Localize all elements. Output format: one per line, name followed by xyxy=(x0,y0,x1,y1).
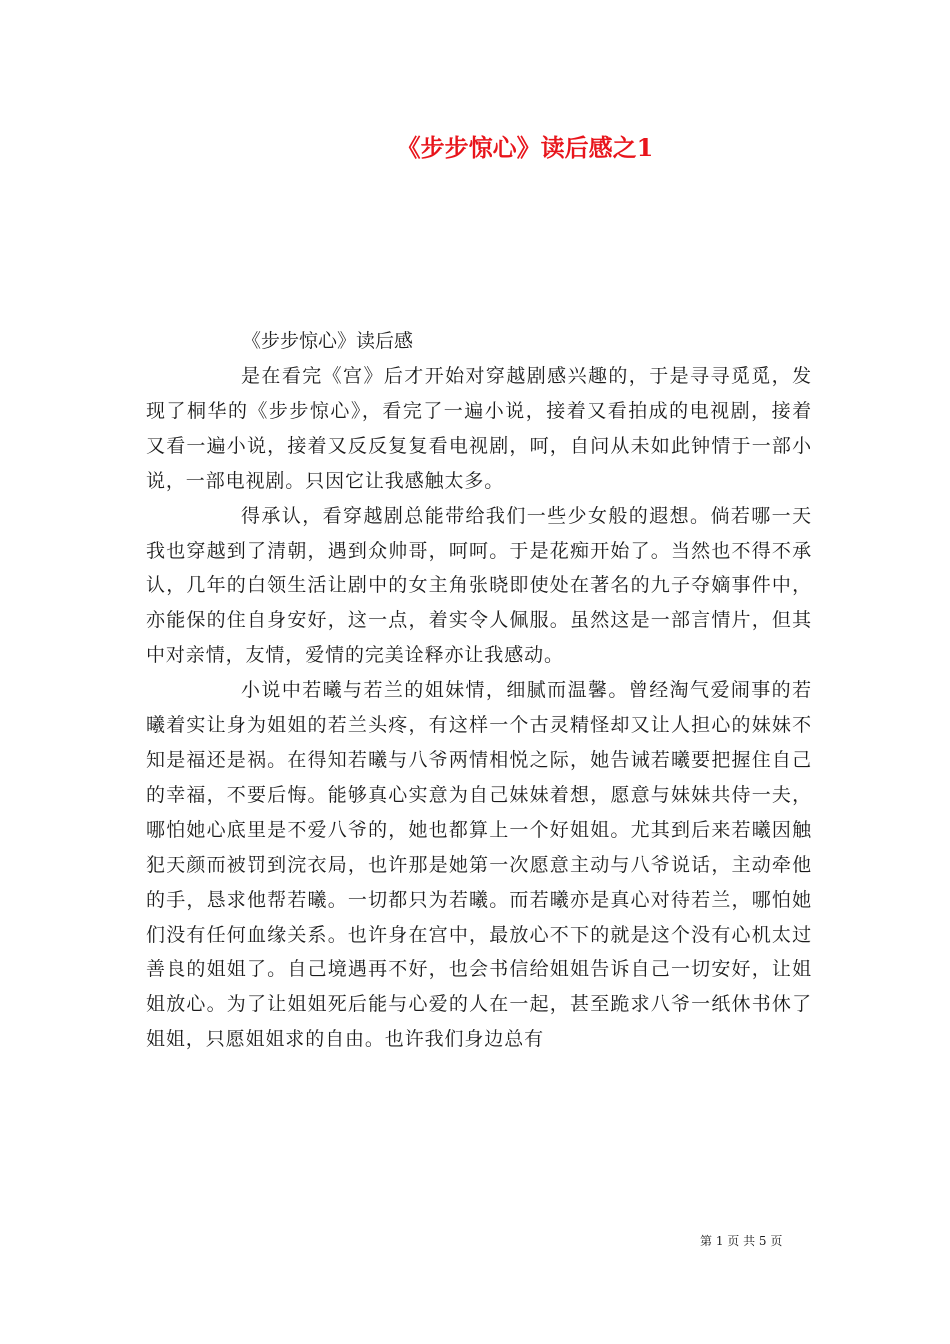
paragraph: 小说中若曦与若兰的姐妹情，细腻而温馨。曾经淘气爱闹事的若曦着实让身为姐姐的若兰头疼，有这样一个古灵精怪却又让人担心的妹妹不知是福还是祸。在得知若曦与八爷两情相悦之际，她告诫若曦要把握住自己的幸福，不要后悔。能够真心实意为自己妹妹着想，愿意与妹妹共侍一夫，哪怕她心底里是不爱八爷的，她也都算上一个好姐姐。尤其到后来若曦因触犯天颜而被罚到浣衣局，也许那是她第一次愿意主动与八爷说话，主动牵他的手，恳求他帮若曦。一切都只为若曦。而若曦亦是真心对待若兰，哪怕她们没有任何血缘关系。也许身在宫中，最放心不下的就是这个没有心机太过善良的姐姐了。自己境遇再不好，也会书信给姐姐告诉自己一切安好，让姐姐放心。为了让姐姐死后能与心爱的人在一起，甚至跪求八爷一纸休书休了姐姐，只愿姐姐求的自由。也许我们身边总有 xyxy=(146,679,812,1051)
document-subtitle: 《步步惊心》读后感 xyxy=(242,330,414,352)
document-body xyxy=(146,359,812,1057)
document-title: 《步步惊心》读后感之1 xyxy=(396,133,654,162)
paragraph: 得承认，看穿越剧总能带给我们一些少女般的遐想。倘若哪一天我也穿越到了清朝，遇到众帅哥，呵呵。于是花痴开始了。当然也不得不承认，几年的白领生活让剧中的女主角张晓即使处在著名的九子夺嫡事件中，亦能保的住自身安好，这一点，着实令人佩服。虽然这是一部言情片，但其中对亲情，友情，爱情的完美诠释亦让我感动。 xyxy=(146,504,812,667)
paragraph: 是在看完《宫》后才开始对穿越剧感兴趣的，于是寻寻觅觅，发现了桐华的《步步惊心》，看完了一遍小说，接着又看拍成的电视剧，接着又看一遍小说，接着又反反复复看电视剧，呵，自问从未如此钟情于一部小说，一部电视剧。只因它让我感触太多。 xyxy=(146,365,812,492)
page-number-footer: 第 1 页 共 5 页 xyxy=(700,1234,783,1248)
